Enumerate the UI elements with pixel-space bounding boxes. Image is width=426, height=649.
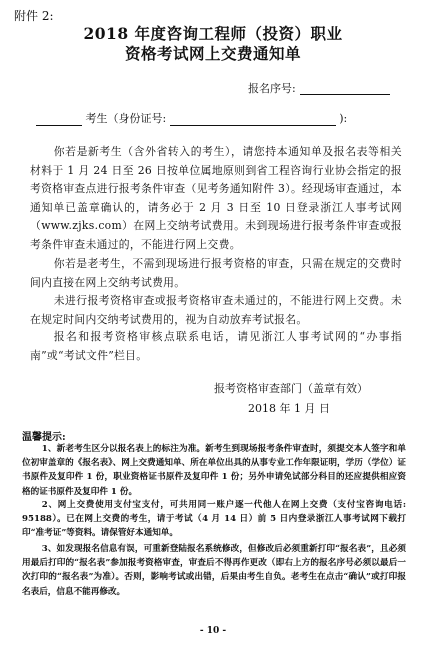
body-paragraph-contact: 报名和报考资格审核点联系电话，请见浙江人事考试网的“办事指南”或“考试文件”栏目。 [30, 330, 402, 362]
serial-number-label: 报名序号: [248, 82, 296, 95]
tip-item-3: 3、如发现报名信息有误，可重新登陆报名系统修改，但修改后必须重新打印“报名表”，且必须用最后打印的“报名表”参加报考资格审查，审查后不得再作更改（即右上方的报名序号必须以最后一次打印的“报名表”为准）。否则，影响考试或出错，后果由考生自负。老考生在点击“确认”或打印报名表后，信息不能再修改。 [22, 544, 406, 597]
candidate-close: ): [339, 112, 348, 125]
review-department: 报考资格审查部门（盖章有效） [214, 382, 368, 395]
page-number: - 10 - [199, 626, 227, 636]
id-number-blank [170, 113, 336, 126]
body-paragraph-old-candidate: 你若是老考生，不需到现场进行报考资格的审查，只需在规定的交费时间内直接在网上交纳考试费用。 [30, 257, 402, 289]
candidate-name-blank [36, 113, 82, 126]
body-paragraph-not-reviewed: 未进行报考资格审查或报考资格审查未通过的，不能进行网上交费。未在规定时间内交纳考试费用的，视为自动放弃考试报名。 [30, 294, 402, 326]
body-paragraph-new-candidate: 你若是新考生（含外省转入的考生），请您持本通知单及报名表等相关材料于 1 月 24 日至 26 日按单位属地原则到省工程咨询行业协会指定的报考资格审查点进行报考条件审查（见考务通知附件 3）。经现场审查通过，本通知单已盖章确认的，请务必于 2 月 3 日至 10 日登录浙江人事考试网（www.zjks.com）在网上交纳考试费用。未到现场进行报考条件审查或报考条件审查未通过的，不能进行网上交费。 [30, 145, 402, 251]
tips-heading: 温馨提示: [22, 432, 66, 443]
candidate-row [36, 110, 347, 126]
issue-date: 2018 年 1 月 日 [248, 402, 330, 415]
candidate-label: 考生（身份证号: [85, 112, 167, 125]
tip-item-2: 2、网上交费使用支付宝支付，可共用同一账户逐一代他人在网上交费（支付宝咨询电话: 95188）。已在网上交费的考生，请于考试（4 月 14 日）前 5 日内登录浙江人事考试网下载打印“准考证”等资料。请保管好本通知单。 [22, 500, 406, 539]
serial-number-blank [300, 94, 390, 95]
document-title-line-1: 2018 年度咨询工程师（投资）职业 [83, 24, 343, 43]
attachment-label: 附件 2: [14, 9, 54, 23]
document-title-line-2: 资格考试网上交费通知单 [124, 44, 301, 63]
tip-item-1: 1、新老考生区分以报名表上的标注为准。新考生到现场报考条件审查时，须提交本人签字和单位初审盖章的《报名表》、网上交费通知单、所在单位出具的从事专业工作年限证明，学历（学位）证书原件及复印件 1 份，职业资格证书原件及复印件 1 份；另外申请免试部分科目的还应提供相应资格的证书原件及复印件 1 份。 [22, 444, 406, 497]
